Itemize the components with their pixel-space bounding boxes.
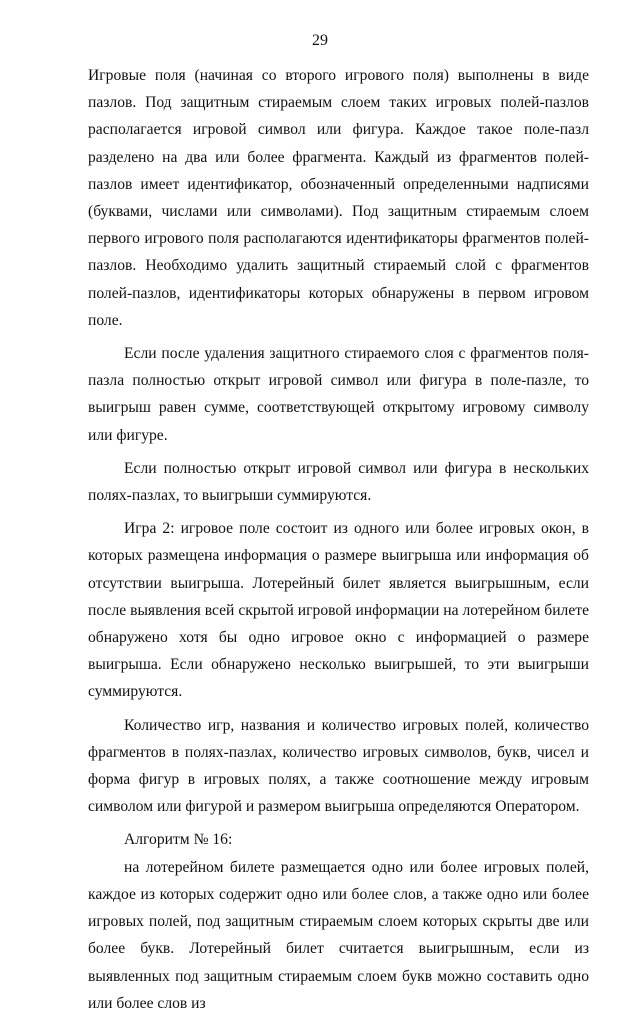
paragraph-game-2: Игра 2: игровое поле состоит из одного или более игровых окон, в которых размещена информация о размере выигрыша или информация об отсутствии выигрыша. Лотерейный билет является выигрышным, если после выявления всей скрытой игровой информации на лотерейном билете обнаружено хотя бы одно игровое окно с информацией о размере выигрыша. Если обнаружено несколько выигрышей, то эти выигрыши суммируются. bbox=[88, 520, 589, 701]
document-body bbox=[88, 62, 589, 1017]
paragraph-puzzle-fields: Игровые поля (начиная со второго игрового поля) выполнены в виде пазлов. Под защитным стираемым слоем таких игровых полей-пазлов располагается игровой символ или фигура. Каждое такое поле-пазл разделено на два или более фрагмента. Каждый из фрагментов полей-пазлов имеет идентификатор, обозначенный определенными надписями (буквами, числами или символами). Под защитным стираемым слоем первого игрового поля располагаются идентификаторы фрагментов полей-пазлов. Необходимо удалить защитный стираемый слой с фрагментов полей-пазлов, идентификаторы которых обнаружены в первом игровом поле. bbox=[88, 67, 589, 329]
heading-algorithm-16: Алгоритм № 16: bbox=[124, 831, 233, 849]
paragraph-algorithm-16-rules: на лотерейном билете размещается одно или более игровых полей, каждое из которых содержит одно или более слов, а также одно или более игровых полей, под защитным стираемым слоем которых скрыты две или более букв. Лотерейный билет считается выигрышным, если из выявленных под защитным стираемым слоем букв можно составить одно или более слов из bbox=[88, 858, 589, 1012]
paragraph-operator-settings: Количество игр, названия и количество игровых полей, количество фрагментов в полях-пазлах, количество игровых символов, букв, чисел и форма фигур в игровых полях, а также соотношение между игровым символом или фигурой и размером выигрыша определяются Оператором. bbox=[88, 716, 589, 816]
paragraph-multiple-puzzles: Если полностью открыт игровой символ или фигура в нескольких полях-пазлах, то выигрыши суммируются. bbox=[88, 459, 589, 505]
page-number: 29 bbox=[312, 32, 328, 49]
paragraph-puzzle-win: Если после удаления защитного стираемого слоя с фрагментов поля-пазла полностью открыт игровой символ или фигура в поле-пазле, то выигрыш равен сумме, соответствующей открытому игровому символу или фигуре. bbox=[88, 345, 589, 444]
